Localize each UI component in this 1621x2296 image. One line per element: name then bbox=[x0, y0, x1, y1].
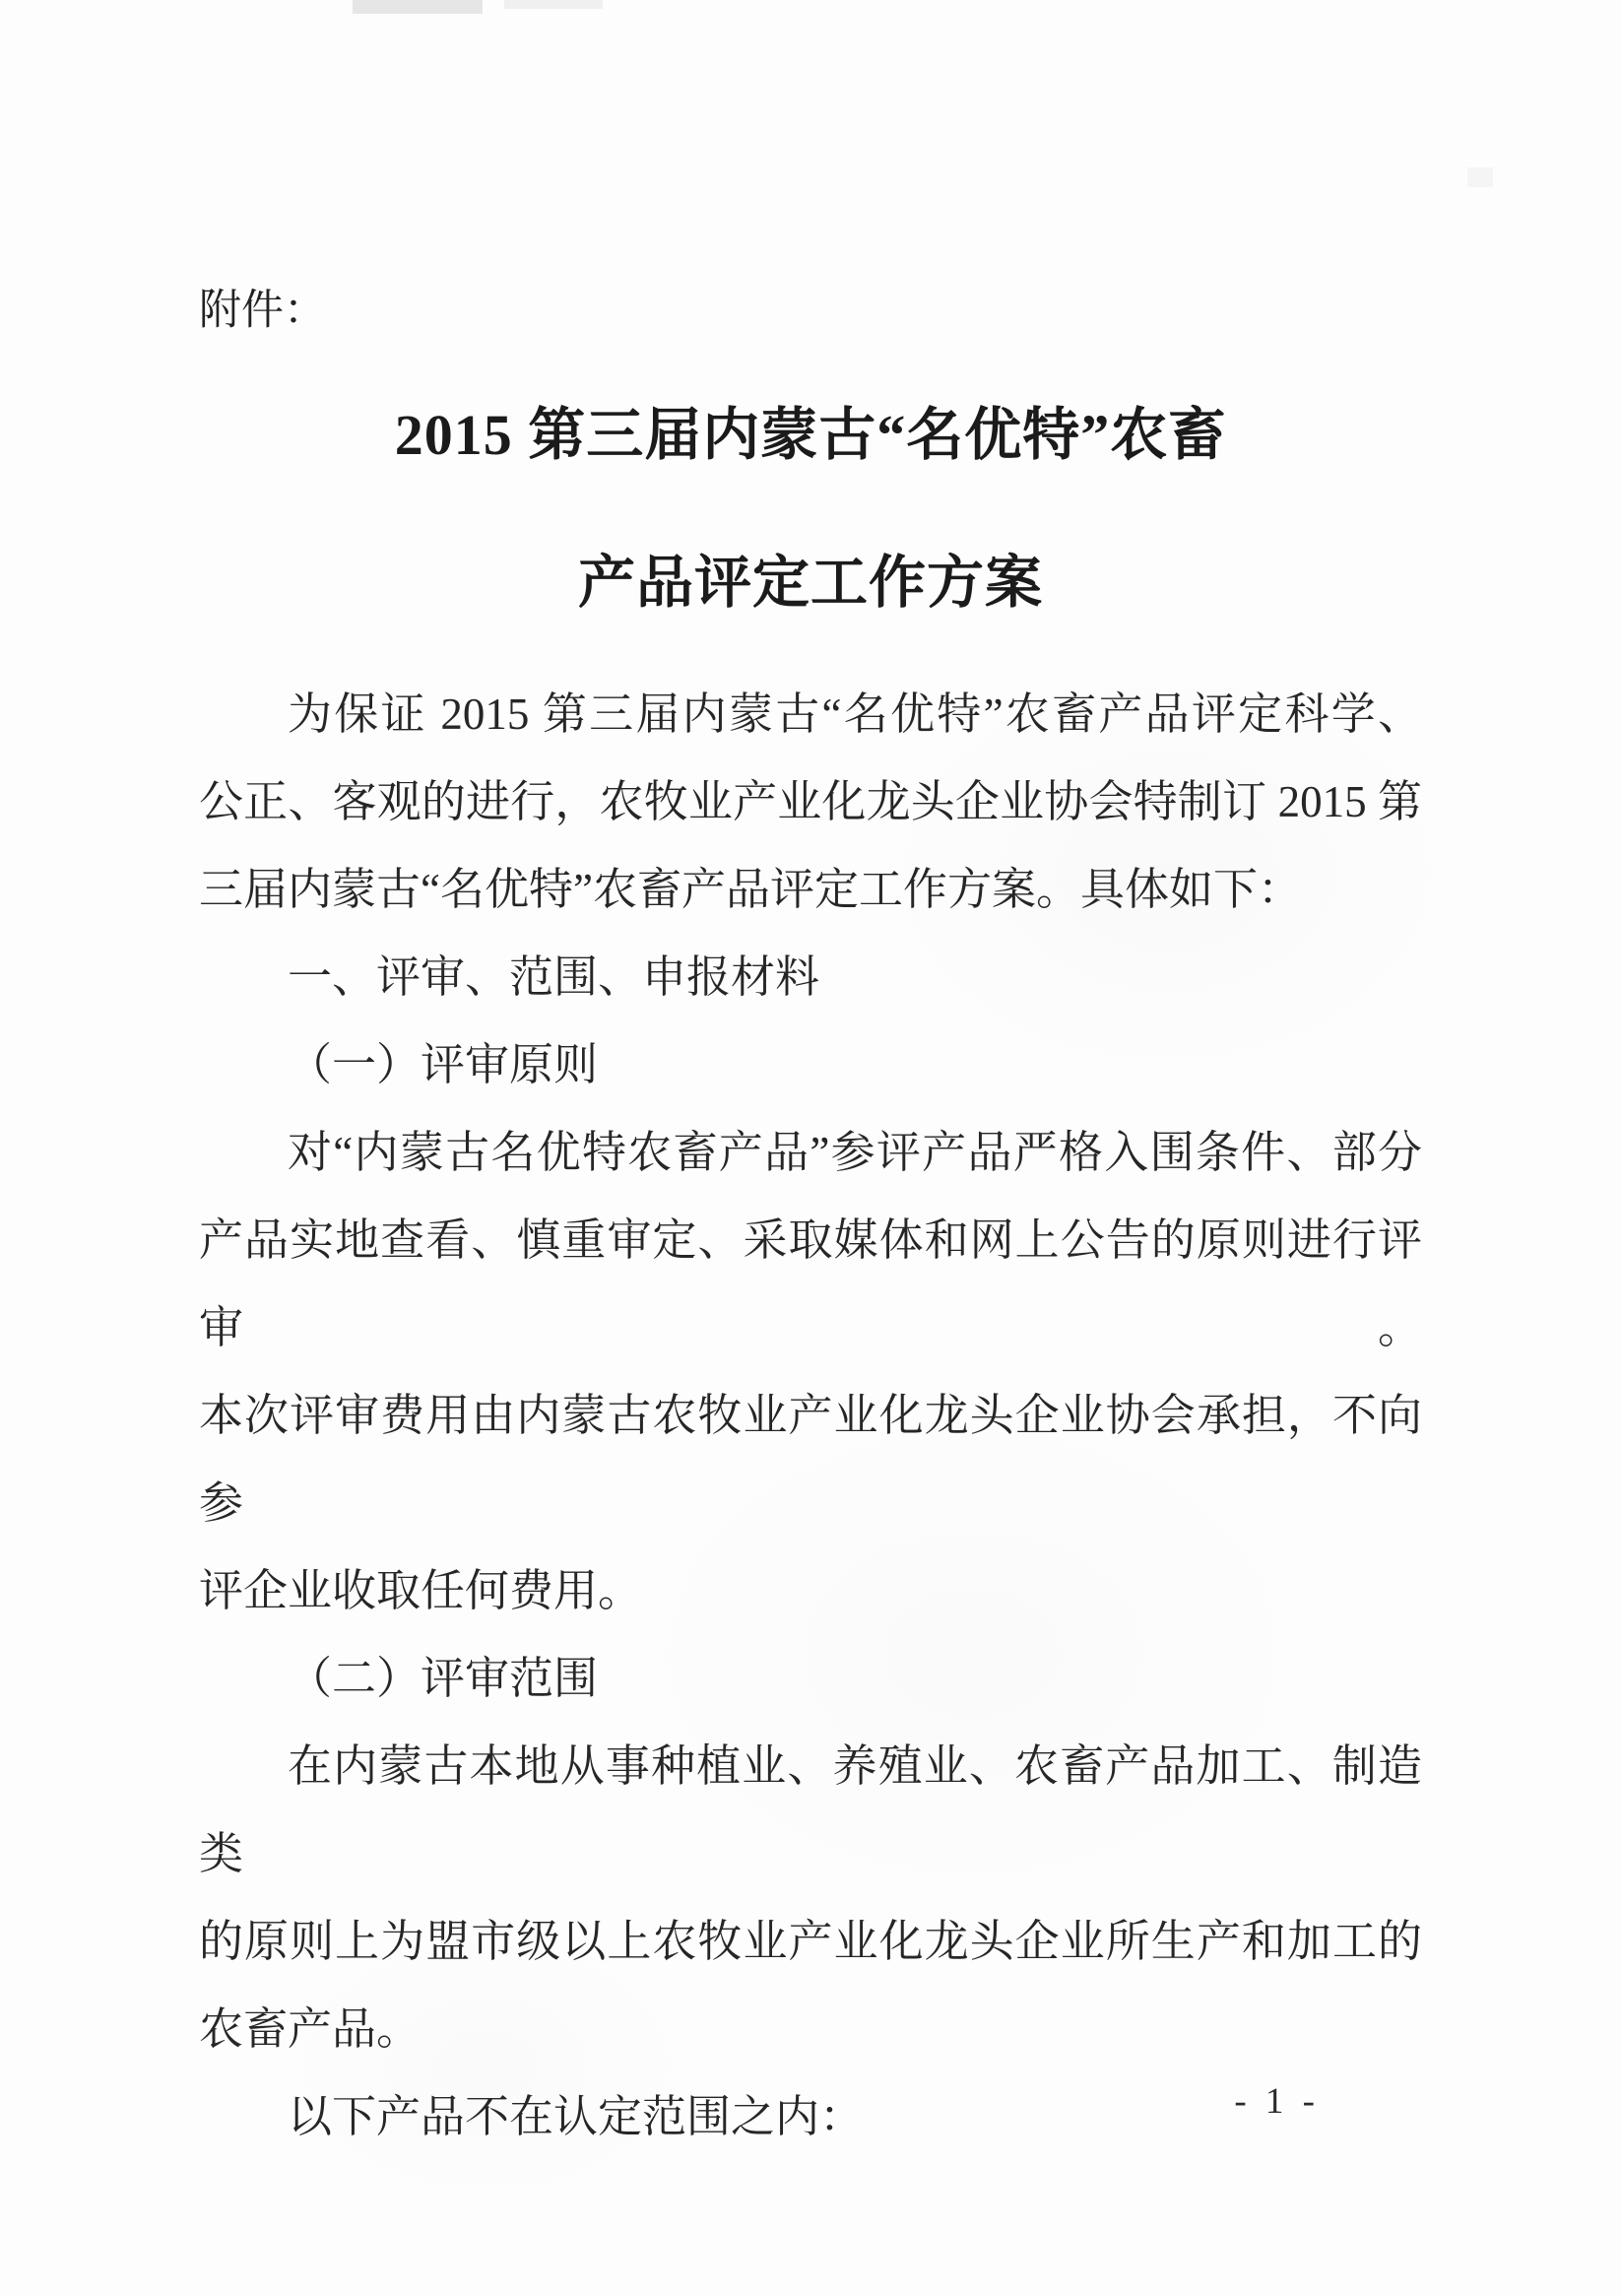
para4-line1: 以下产品不在认定范围之内： bbox=[288, 2092, 865, 2141]
title-line-2: 产品评定工作方案 bbox=[577, 551, 1043, 615]
para2-line1: 对“内蒙古名优特农畜产品”参评产品严格入围条件、部分 bbox=[288, 1128, 1422, 1177]
para2-line3: 本次评审费用由内蒙古农牧业产业化龙头企业协会承担，不向参 bbox=[199, 1391, 1422, 1528]
section-heading-1: 一、评审、范围、申报材料 bbox=[288, 952, 820, 1002]
attachment-label: 附件： bbox=[199, 288, 326, 334]
title-line-1: 2015 第三届内蒙古“名优特”农畜 bbox=[394, 403, 1227, 467]
subsection-heading-2: （二）评审范围 bbox=[288, 1654, 599, 1703]
scan-artifact bbox=[504, 0, 603, 9]
para2-line4: 评企业收取任何费用。 bbox=[199, 1566, 643, 1615]
para1-line1: 为保证 2015 第三届内蒙古“名优特”农畜产品评定科学、 bbox=[288, 689, 1422, 739]
para3-line2: 的原则上为盟市级以上农牧业产业化龙头企业所生产和加工的 bbox=[199, 1917, 1422, 1966]
para3-line1: 在内蒙古本地从事种植业、养殖业、农畜产品加工、制造类 bbox=[199, 1741, 1422, 1878]
document-body bbox=[199, 671, 1422, 2161]
scan-artifact bbox=[1467, 167, 1493, 187]
page-number: - 1 - bbox=[1234, 2081, 1320, 2122]
para3-line3: 农畜产品。 bbox=[199, 2004, 421, 2054]
document-title bbox=[199, 361, 1422, 657]
subsection-heading-1: （一）评审原则 bbox=[288, 1040, 599, 1089]
para1-line2: 公正、客观的进行，农牧业产业化龙头企业协会特制订 2015 第 bbox=[199, 777, 1422, 826]
para2-line2: 产品实地查看、慎重审定、采取媒体和网上公告的原则进行评审。 bbox=[199, 1215, 1422, 1352]
para1-line3: 三届内蒙古“名优特”农畜产品评定工作方案。具体如下： bbox=[199, 865, 1302, 914]
scan-artifact bbox=[353, 0, 483, 14]
